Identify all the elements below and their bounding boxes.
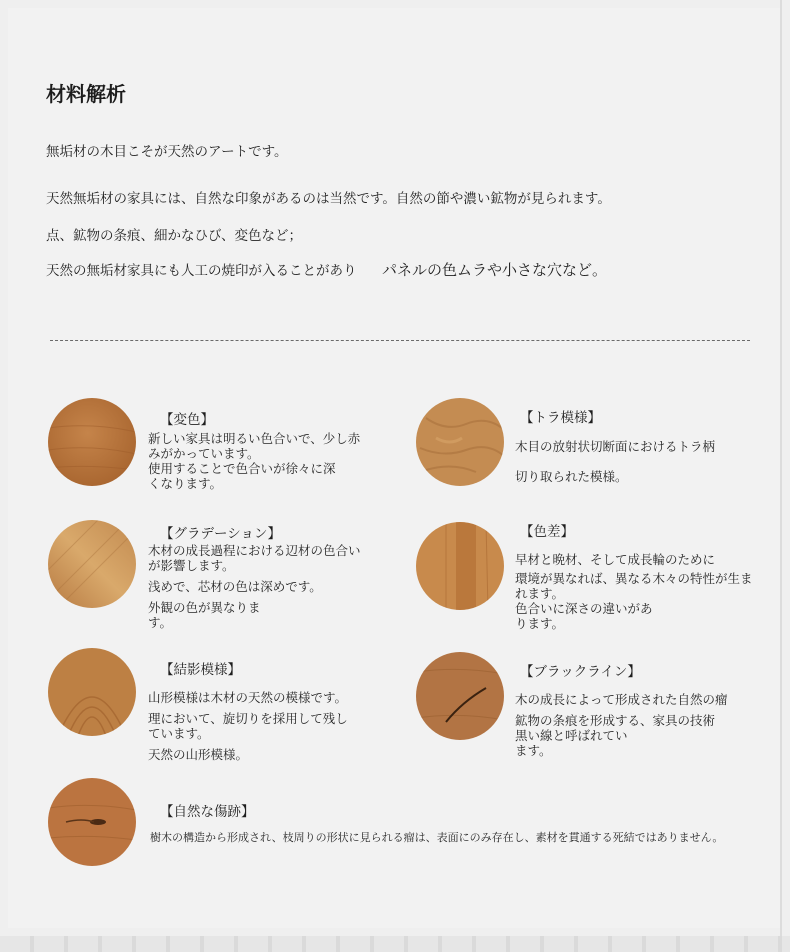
intro-line-4: 天然の無垢材家具にも人工の焼印が入ることがあり bbox=[46, 263, 357, 279]
item-text-discoloration: 新しい家具は明るい色合いで、少し赤 みがかっています。 使用することで色合いが徐々に深 くなります。 bbox=[148, 431, 361, 491]
intro-line-5: パネルの色ムラや小さな穴など。 bbox=[382, 261, 608, 279]
item-title-shadow-pattern: 【結影模様】 bbox=[160, 662, 241, 678]
intro-line-3: 点、鉱物の条痕、細かなひび、変色など； bbox=[46, 228, 302, 244]
item-title-tiger-pattern: 【トラ模様】 bbox=[520, 410, 601, 426]
item-text-black-line: 木の成長によって形成された自然の瘤 鉱物の条痕を形成する、家具の技術 黒い線と呼ばれてい ます。 bbox=[515, 692, 728, 758]
wood-swatch-discoloration bbox=[48, 398, 136, 486]
item-text-natural-scar: 樹木の構造から形成され、枝周りの形状に見られる瘤は、表面にのみ存在し、素材を貫通する死結ではありません。 bbox=[150, 831, 724, 844]
wood-swatch-natural-scar bbox=[48, 778, 136, 866]
item-text-color-difference: 早材と晩材、そして成長輪のために 環境が異なれば、異なる木々の特性が生ま れます。 色合いに深さの違いがあ ります。 bbox=[515, 552, 753, 631]
item-text-tiger-pattern: 木目の放射状切断面におけるトラ柄 切り取られた模様。 bbox=[515, 439, 716, 484]
wood-swatch-color-difference bbox=[416, 522, 504, 610]
item-title-black-line: 【ブラックライン】 bbox=[520, 664, 641, 680]
item-title-discoloration: 【変色】 bbox=[160, 412, 214, 428]
item-text-shadow-pattern: 山形模様は木材の天然の模様です。 理において、旋切りを採用して残し ています。 天然の山形模様。 bbox=[148, 690, 348, 762]
wood-swatch-shadow-pattern bbox=[48, 648, 136, 736]
bottom-strip bbox=[0, 936, 790, 952]
item-title-gradation: 【グラデーション】 bbox=[160, 526, 281, 542]
wood-swatch-black-line bbox=[416, 652, 504, 740]
wood-swatch-tiger-pattern bbox=[416, 398, 504, 486]
page-title: 材料解析 bbox=[46, 82, 126, 106]
item-title-color-difference: 【色差】 bbox=[520, 524, 574, 540]
item-text-gradation: 木材の成長過程における辺材の色合い が影響します。 浅めで、芯材の色は深めです。 外観の色が異なりま す。 bbox=[148, 543, 361, 630]
wood-swatch-gradation bbox=[48, 520, 136, 608]
intro-line-2: 天然無垢材の家具には、自然な印象があるのは当然です。自然の節や濃い鉱物が見られます。 bbox=[46, 191, 611, 207]
item-title-natural-scar: 【自然な傷跡】 bbox=[160, 804, 255, 820]
intro-line-1: 無垢材の木目こそが天然のアートです。 bbox=[46, 144, 288, 160]
dashed-divider bbox=[50, 340, 750, 341]
right-border bbox=[780, 0, 782, 952]
